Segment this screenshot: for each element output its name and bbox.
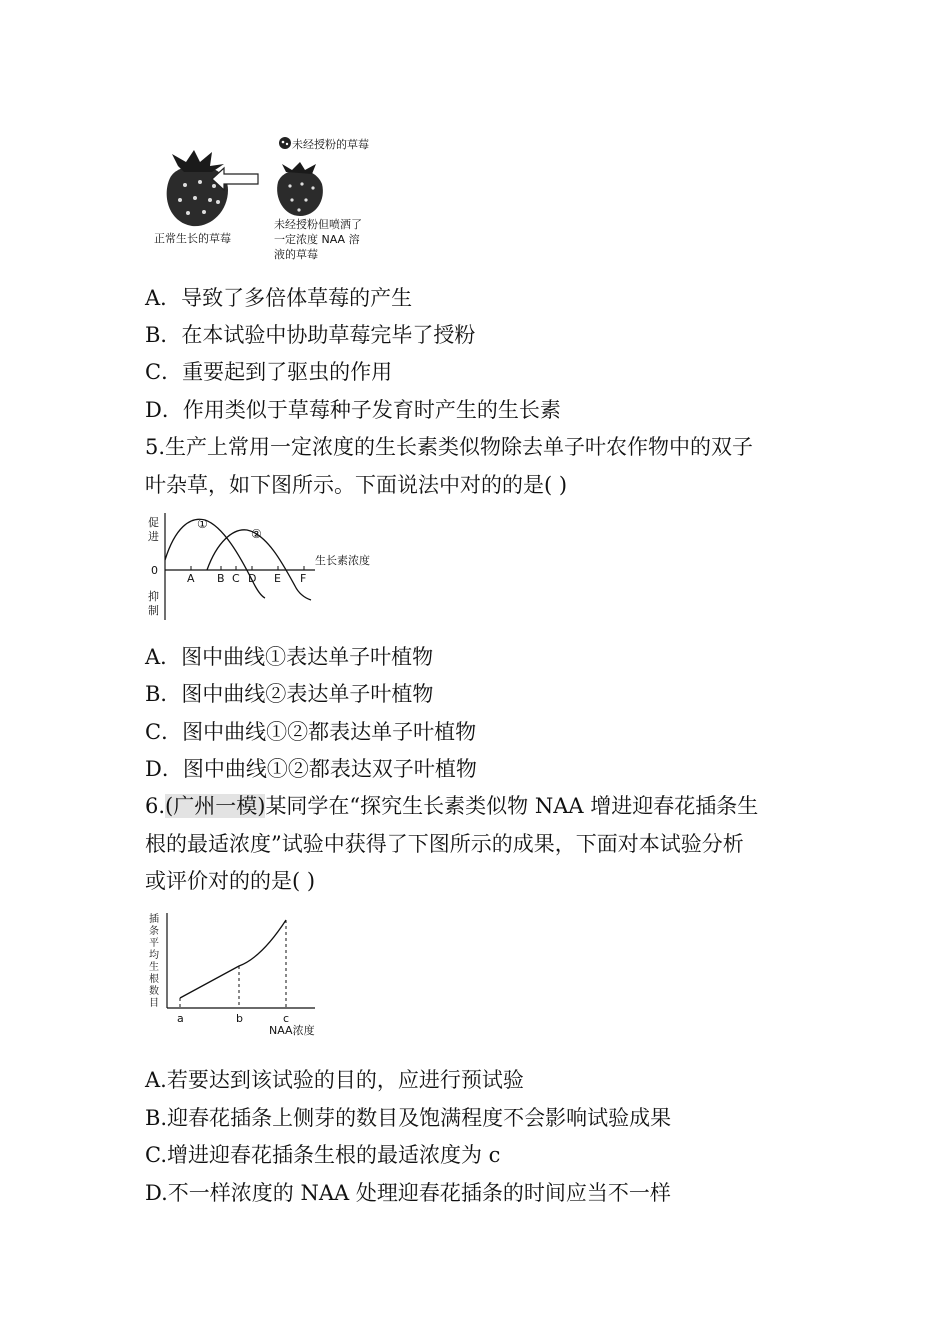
y-label-promote-1: 促: [148, 516, 159, 529]
label-treated-2: 一定浓度 NAA 溶: [274, 233, 360, 246]
x-axis-label: 生长素浓度: [315, 554, 370, 567]
q5-stem-line2: 叶杂草，如下图所示。下面说法中对的的是( ): [145, 473, 568, 497]
x-tick-label: F: [300, 572, 307, 585]
x-axis-label: NAA浓度: [269, 1024, 315, 1037]
x-tick-label: D: [248, 572, 257, 585]
x-tick-label: A: [187, 572, 195, 585]
q6-option-b: B.迎春花插条上侧芽的数目及饱满程度不会影响试验成果: [145, 1106, 672, 1130]
label-treated-3: 液的草莓: [274, 248, 318, 261]
q6-stem-rest: 某同学在“探究生长素类似物 NAA 增进迎春花插条生: [265, 794, 759, 818]
q4-option-d: D．作用类似于草莓种子发育时产生的生长素: [145, 398, 561, 422]
x-tick-label: E: [274, 572, 281, 585]
y-label-inhibit-2: 制: [148, 604, 159, 617]
q6-stem-line2: 根的最适浓度”试验中获得了下图所示的成果，下面对本试验分析: [145, 832, 744, 856]
y-axis-label-char: 插: [149, 914, 159, 925]
label-treated-1: 未经授粉但喷洒了: [274, 218, 362, 231]
curve-label-2: ②: [251, 527, 262, 541]
treated-strawberry-icon: [277, 162, 323, 216]
y-label-promote-2: 进: [148, 530, 159, 543]
q4-option-b: B．在本试验中协助草莓完毕了授粉: [145, 323, 476, 347]
q6-option-d: D.不一样浓度的 NAA 处理迎春花插条的时间应当不一样: [145, 1181, 671, 1205]
y-axis-label-char: 均: [149, 950, 159, 961]
q4-option-c: C．重要起到了驱虫的作用: [145, 360, 393, 384]
y-label-zero: 0: [151, 564, 158, 577]
strawberry-figure: [150, 130, 390, 265]
y-axis-label-char: 条: [149, 926, 159, 937]
q5-option-d: D．图中曲线①②都表达双子叶植物: [145, 757, 477, 781]
x-tick-label: B: [217, 572, 225, 585]
rooting-curve: [180, 920, 286, 998]
y-axis-label-char: 平: [149, 938, 159, 949]
y-axis-label-char: 根: [149, 974, 159, 985]
q6-stem-line1: [145, 792, 758, 820]
y-label-inhibit-1: 抑: [148, 590, 159, 603]
q6-stem-line3: 或评价对的的是( ): [145, 869, 316, 893]
q4-option-a: A．导致了多倍体草莓的产生: [145, 286, 413, 310]
label-normal: 正常生长的草莓: [154, 232, 231, 245]
q6-source: (广州一模): [165, 794, 266, 818]
label-unpollinated: 未经授粉的草莓: [292, 138, 369, 151]
x-tick-c: c: [283, 1012, 290, 1025]
y-axis-label-char: 生: [149, 962, 159, 973]
x-tick-b: b: [236, 1012, 243, 1025]
q5-option-b: B．图中曲线②表达单子叶植物: [145, 682, 434, 706]
naa-rooting-chart: [145, 908, 345, 1038]
q5-option-a: A．图中曲线①表达单子叶植物: [145, 645, 434, 669]
y-axis-label-char: 目: [149, 998, 159, 1009]
q6-option-a: A.若要达到该试验的目的，应进行预试验: [145, 1068, 524, 1092]
small-strawberry-icon: [279, 137, 291, 149]
x-tick-label: C: [232, 572, 240, 585]
q5-option-c: C．图中曲线①②都表达单子叶植物: [145, 720, 477, 744]
curve-label-1: ①: [197, 517, 208, 531]
q5-stem-line1: 5.生产上常用一定浓度的生长素类似物除去单子叶农作物中的双子: [145, 435, 754, 459]
q6-option-c: C.增进迎春花插条生根的最适浓度为 c: [145, 1143, 501, 1167]
normal-strawberry-icon: [167, 150, 228, 226]
y-axis-label-char: 数: [149, 986, 159, 997]
q6-number: 6.: [145, 794, 166, 818]
auxin-curve-chart: [145, 508, 385, 628]
x-tick-a: a: [177, 1012, 184, 1025]
